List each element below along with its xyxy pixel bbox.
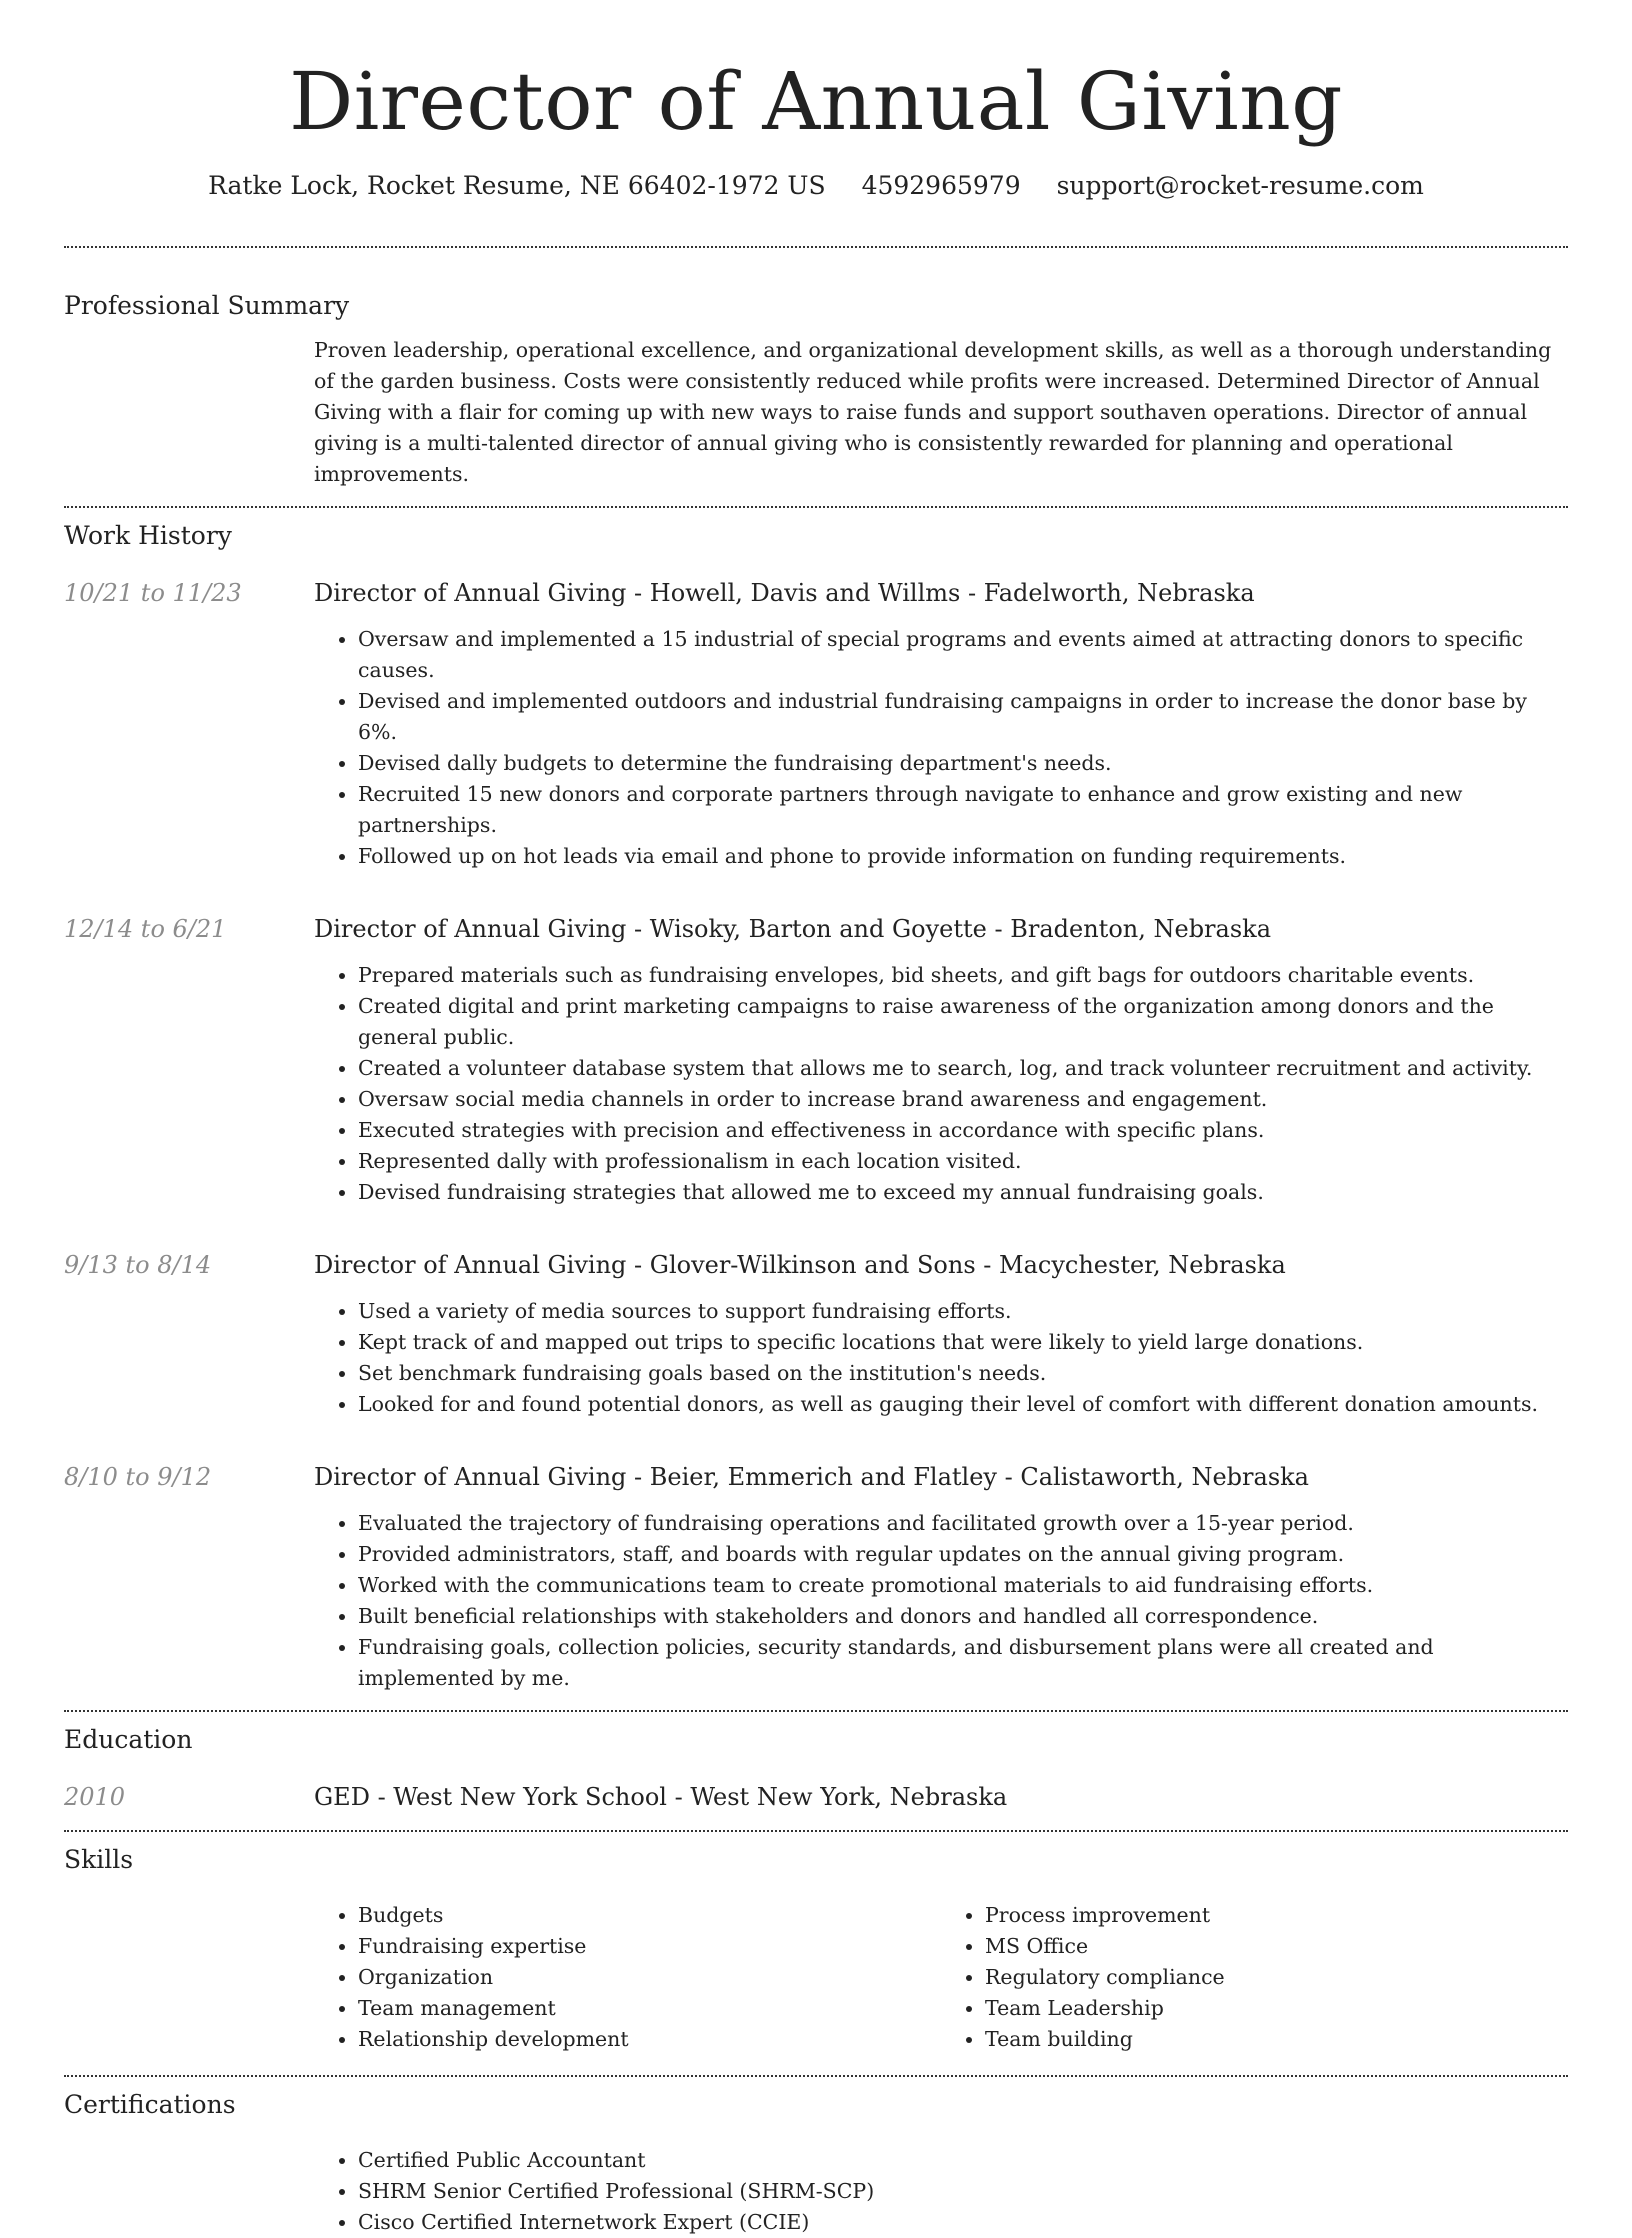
contact-address: Ratke Lock, Rocket Resume, NE 66402-1972 US [208, 171, 826, 200]
job-entry [64, 1460, 1568, 1694]
list-item: • Built beneficial relationships with stakeholders and donors and handled all correspondence. [358, 1601, 1568, 1632]
list-item: • Process improvement [985, 1900, 1568, 1931]
education-entry: GED - West New York School - West New York, Nebraska [314, 1783, 1008, 1811]
job-entry [64, 912, 1568, 1208]
list-item: • Organization [358, 1962, 941, 1993]
summary-spacer [64, 335, 314, 490]
certifications-title: Certifications [64, 2090, 236, 2119]
education-year: 2010 [64, 1783, 126, 1811]
list-item: • Represented dally with professionalism in each location visited. [358, 1146, 1568, 1177]
job-entry [64, 1248, 1568, 1420]
list-item: • Worked with the communications team to create promotional materials to aid fundraising efforts. [358, 1570, 1568, 1601]
list-item: • Team management [358, 1993, 941, 2024]
list-item: • Team building [985, 2024, 1568, 2055]
job-dates: 10/21 to 11/23 [64, 579, 242, 607]
job-entry [64, 576, 1568, 872]
list-item: • Followed up on hot leads via email and phone to provide information on funding requirements. [358, 841, 1568, 872]
work-title: Work History [64, 521, 232, 550]
list-item: • Certified Public Accountant [358, 2145, 1568, 2176]
skills-section [64, 1842, 1568, 2055]
list-item: • Devised dally budgets to determine the fundraising department's needs. [358, 748, 1568, 779]
list-item: • Created digital and print marketing campaigns to raise awareness of the organization among donors and the general public. [358, 991, 1568, 1053]
list-item: • Devised fundraising strategies that allowed me to exceed my annual fundraising goals. [358, 1177, 1568, 1208]
divider [64, 246, 1568, 248]
skills-list-left [314, 1900, 941, 2055]
list-item: • Oversaw and implemented a 15 industrial of special programs and events aimed at attracting donors to specific causes. [358, 624, 1568, 686]
list-item: • Recruited 15 new donors and corporate partners through navigate to enhance and grow existing and new partnerships. [358, 779, 1568, 841]
job-bullets [314, 624, 1568, 872]
list-item: • Provided administrators, staff, and boards with regular updates on the annual giving program. [358, 1539, 1568, 1570]
list-item: • Executed strategies with precision and effectiveness in accordance with specific plans. [358, 1115, 1568, 1146]
resume-page [64, 0, 1568, 2238]
list-item: • Evaluated the trajectory of fundraising operations and facilitated growth over a 15-year period. [358, 1508, 1568, 1539]
divider [64, 1710, 1568, 1712]
job-bullets [314, 1296, 1568, 1420]
contact-phone: 4592965979 [861, 171, 1021, 200]
list-item: • Relationship development [358, 2024, 941, 2055]
education-title: Education [64, 1725, 193, 1754]
job-dates: 9/13 to 8/14 [64, 1251, 212, 1279]
job-heading: Director of Annual Giving - Howell, Davis and Willms - Fadelworth, Nebraska [314, 579, 1255, 607]
skills-title: Skills [64, 1845, 134, 1874]
job-heading: Director of Annual Giving - Glover-Wilkinson and Sons - Macychester, Nebraska [314, 1251, 1286, 1279]
list-item: • Looked for and found potential donors, as well as gauging their level of comfort with different donation amounts. [358, 1389, 1568, 1420]
resume-name: Director of Annual Giving [289, 55, 1343, 148]
contact-line [64, 168, 1568, 204]
job-heading: Director of Annual Giving - Beier, Emmerich and Flatley - Calistaworth, Nebraska [314, 1463, 1309, 1491]
list-item: • Set benchmark fundraising goals based on the institution's needs. [358, 1358, 1568, 1389]
list-item: • Fundraising expertise [358, 1931, 941, 1962]
list-item: • Team Leadership [985, 1993, 1568, 2024]
list-item: • Created a volunteer database system that allows me to search, log, and track volunteer recruitment and activity. [358, 1053, 1568, 1084]
divider [64, 2075, 1568, 2077]
job-dates: 8/10 to 9/12 [64, 1463, 212, 1491]
summary-title: Professional Summary [64, 291, 350, 320]
divider [64, 506, 1568, 508]
summary-text: Proven leadership, operational excellence, and organizational development skills, as well as a thorough understanding of the garden business. Costs were consistently reduced while profits were increased. Determined Director of Annual Giving with a flair for coming up with new ways to raise funds and support southaven operations. Director of annual giving is a multi-talented director of annual giving who is consistently rewarded for planning and operational improvements. [314, 338, 1552, 486]
list-item: • SHRM Senior Certified Professional (SHRM-SCP) [358, 2176, 1568, 2207]
summary-section [64, 288, 1568, 490]
list-item: • Kept track of and mapped out trips to specific locations that were likely to yield large donations. [358, 1327, 1568, 1358]
certifications-section [64, 2087, 1568, 2238]
list-item: • Devised and implemented outdoors and industrial fundraising campaigns in order to increase the donor base by 6%. [358, 686, 1568, 748]
job-dates: 12/14 to 6/21 [64, 915, 227, 943]
list-item: • Fundraising goals, collection policies, security standards, and disbursement plans were all created and implemented by me. [358, 1632, 1568, 1694]
certifications-list [314, 2145, 1568, 2238]
list-item: • Regulatory compliance [985, 1962, 1568, 1993]
skills-list-right [941, 1900, 1568, 2055]
list-item: • Budgets [358, 1900, 941, 1931]
education-section [64, 1722, 1568, 1814]
list-item: • Prepared materials such as fundraising envelopes, bid sheets, and gift bags for outdoors charitable events. [358, 960, 1568, 991]
list-item: • Cisco Certified Internetwork Expert (CCIE) [358, 2207, 1568, 2238]
job-heading: Director of Annual Giving - Wisoky, Barton and Goyette - Bradenton, Nebraska [314, 915, 1271, 943]
list-item: • MS Office [985, 1931, 1568, 1962]
job-bullets [314, 1508, 1568, 1694]
list-item: • Oversaw social media channels in order to increase brand awareness and engagement. [358, 1084, 1568, 1115]
contact-email: support@rocket-resume.com [1056, 171, 1424, 200]
list-item: • Used a variety of media sources to support fundraising efforts. [358, 1296, 1568, 1327]
job-bullets [314, 960, 1568, 1208]
divider [64, 1830, 1568, 1832]
work-section [64, 518, 1568, 1694]
